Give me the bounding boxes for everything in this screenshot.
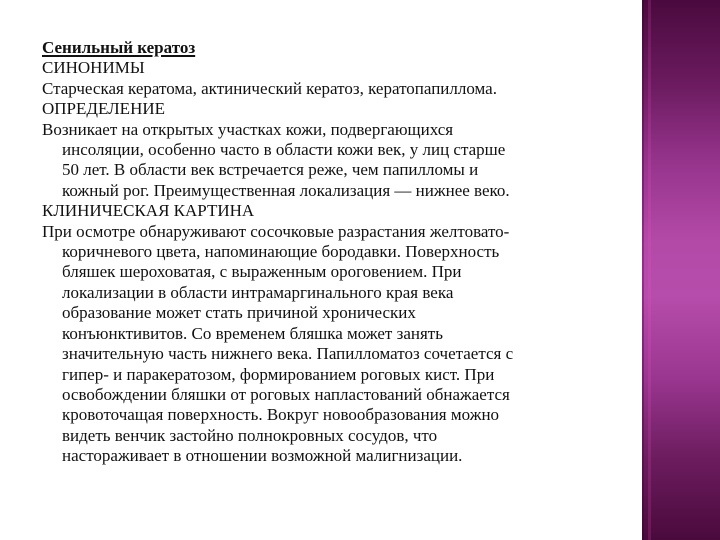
decorative-side-panel: [642, 0, 720, 540]
paragraph-line: кровоточащая поверхность. Вокруг новообразования можно: [62, 405, 500, 425]
paragraph-line: коричневого цвета, напоминающие бородавки. Поверхность: [62, 242, 500, 262]
paragraph-line: бляшек шероховатая, с выраженным ороговением. При: [62, 262, 462, 282]
paragraph-line: инсоляции, особенно часто в области кожи век, у лиц старше: [62, 140, 506, 160]
paragraph-line: При осмотре обнаруживают сосочковые разрастания желтовато-: [42, 221, 510, 241]
paragraph-line: 50 лет. В области век встречается реже, чем папилломы и: [62, 160, 479, 180]
clinical-picture-paragraph: [42, 222, 622, 467]
section-heading-synonyms: СИНОНИМЫ: [42, 58, 145, 78]
section-heading-clinical-picture: КЛИНИЧЕСКАЯ КАРТИНА: [42, 201, 255, 221]
section-heading-definition: ОПРЕДЕЛЕНИЕ: [42, 99, 166, 119]
paragraph-line: конъюнктивитов. Со временем бляшка может занять: [62, 323, 443, 343]
paragraph-line: гипер- и паракератозом, формированием роговых кист. При: [62, 364, 495, 384]
paragraph-line: освобождении бляшки от роговых напластований обнажается: [62, 384, 510, 404]
panel-edge-line: [642, 0, 644, 540]
slide-title: Сенильный кератоз: [42, 38, 196, 57]
panel-stripe: [648, 0, 651, 540]
paragraph-line: Старческая кератома, актинический кератоз, кератопапиллома.: [42, 78, 497, 98]
paragraph-line: значительную часть нижнего века. Папилломатоз сочетается с: [62, 344, 514, 364]
synonyms-paragraph: [42, 79, 622, 99]
paragraph-line: образование может стать причиной хронических: [62, 303, 416, 323]
paragraph-line: настораживает в отношении возможной малигнизации.: [62, 446, 463, 466]
paragraph-line: Возникает на открытых участках кожи, подвергающихся: [42, 119, 454, 139]
definition-paragraph: [42, 120, 622, 202]
paragraph-line: кожный рог. Преимущественная локализация — нижнее веко.: [62, 180, 510, 200]
paragraph-line: локализации в области интрамаргинального края века: [62, 282, 454, 302]
paragraph-line: видеть венчик застойно полнокровных сосудов, что: [62, 425, 438, 445]
slide-content: [42, 38, 622, 467]
